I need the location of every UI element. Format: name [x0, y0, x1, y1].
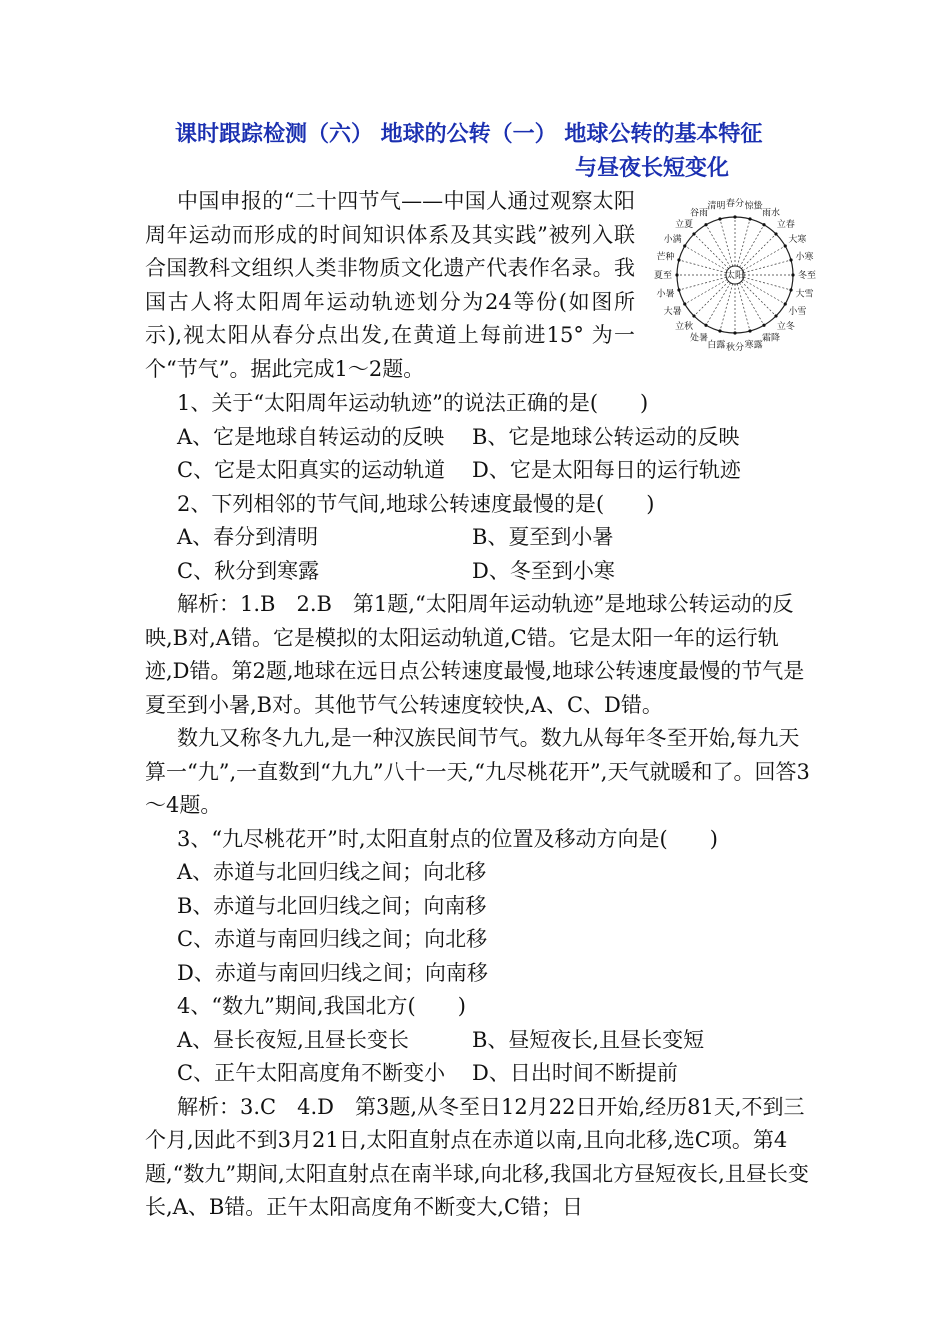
term-point	[774, 232, 777, 235]
q1-option-a: A、它是地球自转运动的反映	[177, 424, 445, 449]
term-label: 冬至	[797, 271, 817, 281]
q2-option-a: A、春分到清明	[177, 525, 319, 549]
term-point	[789, 288, 792, 291]
term-label: 大寒	[788, 235, 807, 245]
analysis-3-4: 解析：3.C 4.D 第3题,从冬至日12月22日开始,经历81天,不到三个月,因此不到3月21日,太阳直射点在赤道以南,且向北移,选C项。第4题,“数九”期间,太阳直射点在南半球,向北移,我国北方昼短夜长,且昼长变长,A、B错。正午太阳高度角不断变大,C错；日	[145, 1094, 809, 1219]
term-point	[692, 314, 695, 317]
term-label: 立秋	[675, 321, 694, 332]
term-label: 小寒	[795, 252, 814, 263]
term-label: 大暑	[663, 307, 682, 317]
term-point	[733, 215, 736, 218]
term-point	[789, 258, 792, 261]
term-spoke	[741, 234, 776, 269]
term-point	[718, 329, 721, 332]
q2-options-row2	[145, 555, 810, 589]
sun-label: 太阳	[725, 271, 745, 281]
term-label: 寒露	[744, 340, 763, 351]
intro-text: 中国申报的“二十四节气——中国人通过观察太阳周年运动而形成的时间知识体系及其实践”被列入联合国教科文组织人类非物质文化遗产代表作名录。我国古人将太阳周年运动轨迹划分为24等份(如图所示),视太阳从春分点出发,在黄道上每前进15° 为一个“节气”。据此完成1～2题。	[145, 189, 635, 381]
q4-options-row2	[145, 1057, 810, 1091]
term-label: 小暑	[656, 289, 675, 300]
q3-option-d: D、赤道与南回归线之间；向南移	[177, 960, 488, 985]
term-point	[748, 329, 751, 332]
term-spoke	[679, 277, 726, 290]
term-point	[774, 314, 777, 317]
term-spoke	[685, 246, 727, 271]
term-label: 芒种	[656, 252, 675, 263]
term-point	[748, 217, 751, 220]
term-spoke	[737, 219, 750, 266]
term-label: 春分	[725, 199, 745, 209]
term-point	[677, 258, 680, 261]
term-point	[784, 302, 787, 305]
q3-option-b: B、赤道与北回归线之间；向南移	[177, 893, 487, 918]
q2-option-c: C、秋分到寒露	[177, 558, 320, 583]
q3-stem: 3、“九尽桃花开”时,太阳直射点的位置及移动方向是( )	[177, 826, 718, 851]
term-spoke	[694, 281, 729, 316]
q4-stem: 4、“数九”期间,我国北方( )	[177, 994, 466, 1018]
term-point	[683, 244, 686, 247]
q4-option-d: D、日出时间不断提前	[472, 1061, 678, 1085]
term-point	[677, 288, 680, 291]
term-point	[692, 232, 695, 235]
term-spoke	[741, 281, 776, 316]
term-label: 白露	[707, 340, 726, 351]
term-point	[683, 302, 686, 305]
term-point	[733, 331, 736, 334]
analysis-1-2: 解析：1.B 2.B 第1题,“太阳周年运动轨迹”是地球公转运动的反映,B对,A错。它是模拟的太阳运动轨道,C错。它是太阳一年的运行轨迹,D错。第2题,地球在远日点公转速度最慢,地球公转速度最慢的节气是夏至到小暑,B对。其他节气公转速度较快,A、C、D错。	[145, 592, 805, 717]
term-label: 处暑	[689, 333, 709, 344]
term-spoke	[706, 225, 731, 267]
term-label: 小满	[663, 235, 682, 245]
q1-option-c: C、它是太阳真实的运动轨道	[177, 458, 446, 482]
term-spoke	[744, 260, 791, 273]
q3-option-c: C、赤道与南回归线之间；向北移	[177, 927, 488, 951]
term-point	[762, 324, 765, 327]
term-spoke	[685, 280, 727, 305]
intro-passage	[145, 185, 635, 386]
q1-option-d: D、它是太阳每日的运行轨迹	[472, 458, 741, 482]
term-point	[784, 244, 787, 247]
question-body	[145, 387, 810, 1225]
term-label: 立冬	[776, 321, 795, 332]
term-label: 雨水	[761, 208, 781, 219]
term-spoke	[694, 234, 729, 269]
q4-options-row1	[145, 1024, 810, 1058]
q2-stem: 2、下列相邻的节气间,地球公转速度最慢的是( )	[177, 491, 655, 516]
term-label: 清明	[707, 201, 726, 212]
term-spoke	[740, 283, 765, 325]
q1-stem: 1、关于“太阳周年运动轨迹”的说法正确的是( )	[177, 391, 649, 415]
page-title-line2: 与昼夜长短变化	[575, 156, 730, 181]
term-point	[704, 223, 707, 226]
page-title: 课时跟踪检测（六） 地球的公转（一） 地球公转的基本特征	[175, 122, 763, 147]
term-label: 霜降	[761, 333, 781, 344]
q2-option-d: D、冬至到小寒	[472, 558, 615, 583]
term-spoke	[740, 225, 765, 267]
q1-options-row2	[145, 454, 810, 488]
q4-option-b: B、昼短夜长,且昼长变短	[472, 1027, 705, 1052]
term-spoke	[737, 284, 750, 331]
term-spoke	[706, 283, 731, 325]
term-point	[718, 217, 721, 220]
term-label: 惊蛰	[744, 201, 763, 212]
term-point	[791, 273, 794, 276]
term-spoke	[744, 277, 791, 290]
term-point	[704, 324, 707, 327]
term-label: 大雪	[795, 289, 814, 300]
solar-terms-diagram	[640, 190, 830, 360]
term-spoke	[720, 219, 733, 266]
term-label: 立春	[776, 220, 795, 231]
term-label: 立夏	[675, 220, 694, 231]
term-point	[675, 273, 678, 276]
term-label: 谷雨	[689, 208, 709, 219]
q2-options-row1	[145, 521, 810, 555]
solar-terms-svg	[640, 190, 830, 360]
passage-2: 数九又称冬九九,是一种汉族民间节气。数九从每年冬至开始,每九天算一“九”,一直数到“九九”八十一天,“九尽桃花开”,天气就暖和了。回答3～4题。	[145, 726, 810, 817]
q2-option-b: B、夏至到小暑	[472, 525, 614, 549]
q3-option-a: A、赤道与北回归线之间；向北移	[177, 860, 487, 884]
term-spoke	[679, 260, 726, 273]
q4-option-c: C、正午太阳高度角不断变小	[177, 1061, 446, 1085]
term-spoke	[720, 284, 733, 331]
term-label: 秋分	[725, 343, 745, 353]
q1-options-row1	[145, 421, 810, 455]
term-label: 夏至	[653, 271, 673, 281]
term-point	[762, 223, 765, 226]
q1-option-b: B、它是地球公转运动的反映	[472, 424, 740, 449]
term-spoke	[743, 280, 785, 305]
term-spoke	[743, 246, 785, 271]
q4-option-a: A、昼长夜短,且昼长变长	[177, 1027, 409, 1052]
term-label: 小雪	[788, 307, 807, 317]
